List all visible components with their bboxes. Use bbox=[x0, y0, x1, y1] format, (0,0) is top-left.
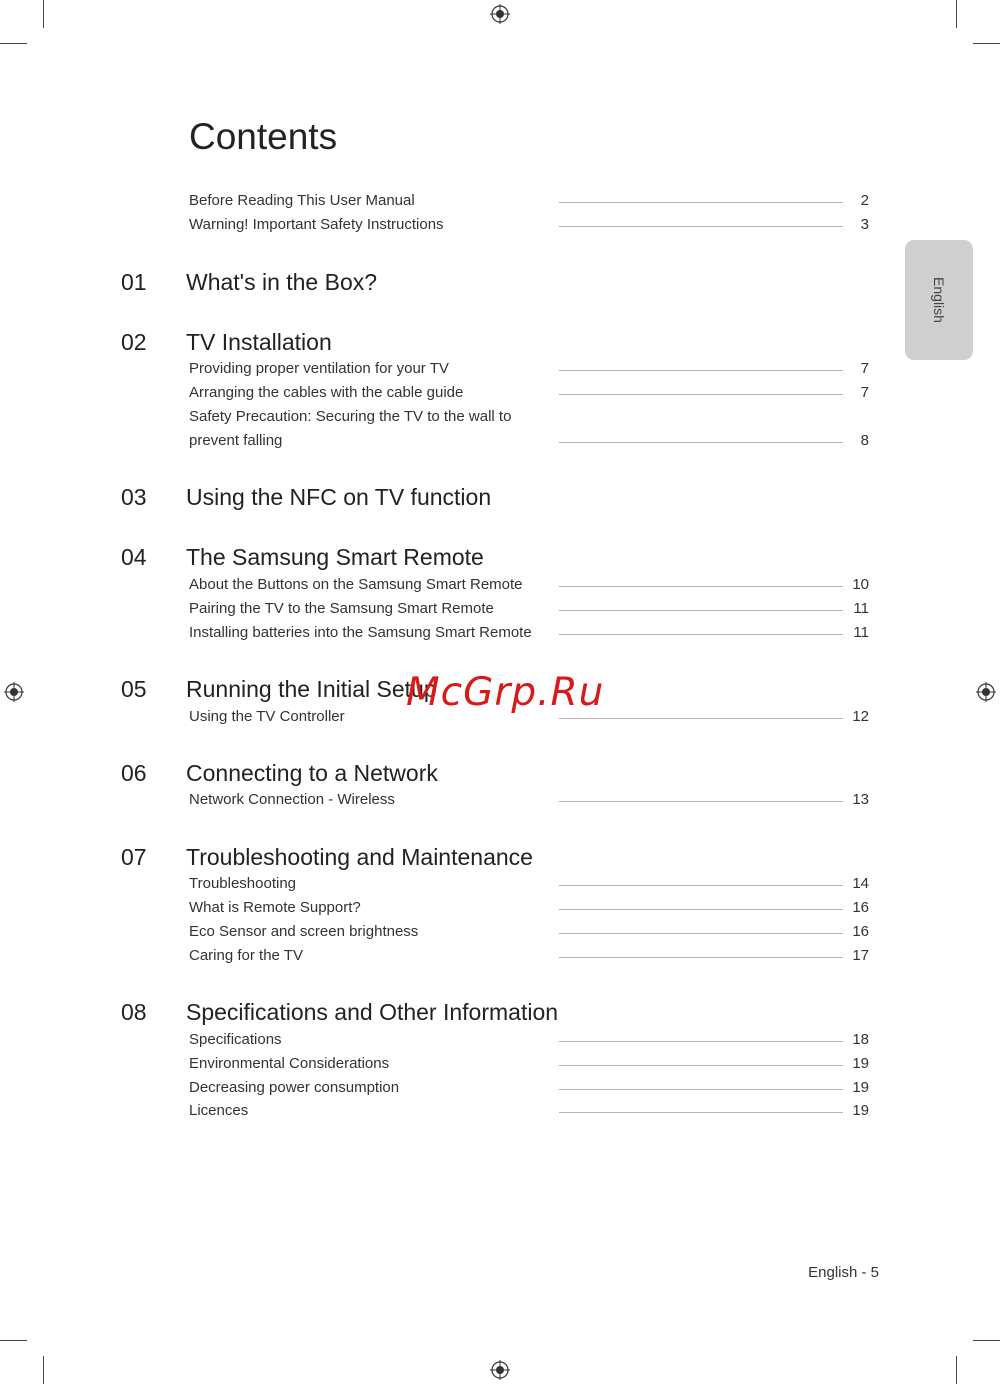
page-number: 10 bbox=[852, 576, 869, 593]
dotted-leader bbox=[559, 1065, 843, 1066]
page-number: 13 bbox=[852, 791, 869, 808]
page-number: 16 bbox=[852, 923, 869, 940]
dotted-leader bbox=[559, 1089, 843, 1090]
section-title[interactable]: What's in the Box? bbox=[186, 269, 378, 295]
dotted-leader bbox=[559, 202, 843, 203]
crop-mark bbox=[0, 1340, 27, 1341]
dotted-leader bbox=[559, 1041, 843, 1042]
section-title[interactable]: Specifications and Other Information bbox=[186, 999, 559, 1025]
page-number: 2 bbox=[860, 192, 869, 209]
crop-mark bbox=[43, 0, 44, 28]
toc-entry[interactable]: Caring for the TV bbox=[189, 947, 303, 964]
section-number: 06 bbox=[121, 760, 147, 786]
dotted-leader bbox=[559, 957, 843, 958]
page-number: 8 bbox=[860, 432, 869, 449]
page-number: 11 bbox=[853, 624, 869, 641]
toc-entry[interactable]: Arranging the cables with the cable guide bbox=[189, 384, 464, 401]
toc-entry[interactable]: Providing proper ventilation for your TV bbox=[189, 360, 449, 377]
dotted-leader bbox=[559, 370, 843, 371]
language-tab bbox=[905, 240, 973, 360]
dotted-leader bbox=[559, 909, 843, 910]
registration-mark-icon bbox=[4, 682, 24, 702]
language-tab-label: English bbox=[931, 277, 947, 323]
page-number: 19 bbox=[852, 1055, 869, 1072]
dotted-leader bbox=[559, 586, 843, 587]
page-number: 3 bbox=[860, 216, 869, 233]
toc-entry-continued[interactable]: prevent falling bbox=[189, 432, 283, 449]
dotted-leader bbox=[559, 226, 843, 227]
section-number: 03 bbox=[121, 484, 147, 510]
toc-entry[interactable]: Safety Precaution: Securing the TV to the wall to bbox=[189, 408, 512, 425]
dotted-leader bbox=[559, 634, 843, 635]
toc-entry[interactable]: Decreasing power consumption bbox=[189, 1079, 400, 1096]
toc-entry[interactable]: Specifications bbox=[189, 1031, 282, 1048]
page-number: 12 bbox=[852, 708, 869, 725]
page-number: 19 bbox=[852, 1102, 869, 1119]
page-number: 19 bbox=[852, 1079, 869, 1096]
dotted-leader bbox=[559, 801, 843, 802]
dotted-leader bbox=[559, 1112, 843, 1113]
page-number: 14 bbox=[852, 875, 869, 892]
registration-mark-icon bbox=[490, 4, 510, 24]
section-number: 05 bbox=[121, 676, 147, 702]
section-title[interactable]: The Samsung Smart Remote bbox=[186, 544, 484, 570]
watermark: McGrp.Ru bbox=[406, 670, 605, 715]
section-number: 02 bbox=[121, 329, 147, 355]
page-number: 7 bbox=[860, 384, 869, 401]
toc-entry[interactable]: Using the TV Controller bbox=[189, 708, 345, 725]
section-title[interactable]: Running the Initial Setup bbox=[186, 676, 437, 702]
toc-entry[interactable]: Warning! Important Safety Instructions bbox=[189, 216, 444, 233]
section-title[interactable]: TV Installation bbox=[186, 329, 332, 355]
toc-entry[interactable]: Network Connection - Wireless bbox=[189, 791, 395, 808]
toc-entry[interactable]: Environmental Considerations bbox=[189, 1055, 390, 1072]
crop-mark bbox=[956, 1356, 957, 1384]
toc-entry[interactable]: Pairing the TV to the Samsung Smart Remote bbox=[189, 600, 494, 617]
crop-mark bbox=[956, 0, 957, 28]
page-number: 17 bbox=[852, 947, 869, 964]
dotted-leader bbox=[559, 394, 843, 395]
registration-mark-icon bbox=[976, 682, 996, 702]
toc-entry[interactable]: Before Reading This User Manual bbox=[189, 192, 415, 209]
section-number: 07 bbox=[121, 844, 147, 870]
toc-entry[interactable]: About the Buttons on the Samsung Smart Remote bbox=[189, 576, 523, 593]
crop-mark bbox=[0, 43, 27, 44]
crop-mark bbox=[973, 43, 1000, 44]
page-number: 16 bbox=[852, 899, 869, 916]
crop-mark bbox=[43, 1356, 44, 1384]
page-number: 18 bbox=[852, 1031, 869, 1048]
toc-entry[interactable]: Troubleshooting bbox=[189, 875, 297, 892]
dotted-leader bbox=[559, 718, 843, 719]
toc-entry[interactable]: Licences bbox=[189, 1102, 249, 1119]
page-title: Contents bbox=[189, 116, 338, 157]
section-number: 08 bbox=[121, 999, 147, 1025]
dotted-leader bbox=[559, 885, 843, 886]
section-title[interactable]: Troubleshooting and Maintenance bbox=[186, 844, 533, 870]
dotted-leader bbox=[559, 442, 843, 443]
toc-entry[interactable]: Installing batteries into the Samsung Smart Remote bbox=[189, 624, 532, 641]
page-number: 7 bbox=[860, 360, 869, 377]
section-number: 01 bbox=[121, 269, 147, 295]
page-number: 11 bbox=[853, 600, 869, 617]
registration-mark-icon bbox=[490, 1360, 510, 1380]
section-number: 04 bbox=[121, 544, 147, 570]
dotted-leader bbox=[559, 933, 843, 934]
toc-entry[interactable]: Eco Sensor and screen brightness bbox=[189, 923, 419, 940]
section-title[interactable]: Connecting to a Network bbox=[186, 760, 438, 786]
page-footer: English - 5 bbox=[808, 1264, 879, 1281]
toc-entry[interactable]: What is Remote Support? bbox=[189, 899, 361, 916]
dotted-leader bbox=[559, 610, 843, 611]
section-title[interactable]: Using the NFC on TV function bbox=[186, 484, 492, 510]
crop-mark bbox=[973, 1340, 1000, 1341]
